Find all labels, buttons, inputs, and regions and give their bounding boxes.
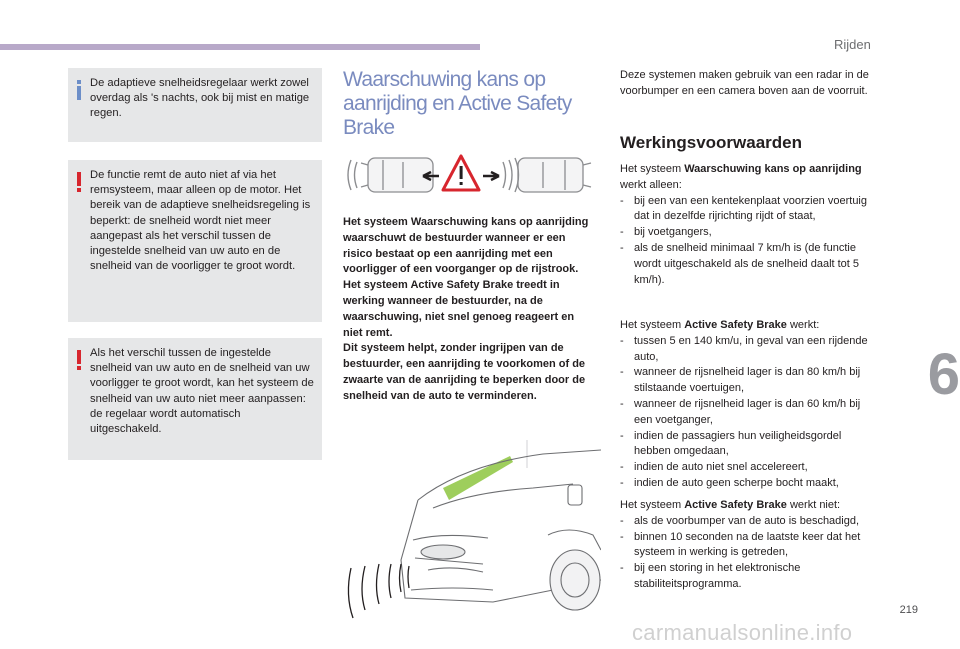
warning-note-box [68, 338, 322, 460]
list-item: - indien de auto niet snel accelereert, [620, 461, 808, 474]
intro-line-assist: Dit systeem helpt, zonder ingrijpen van de bestuurder, een aanrijding te voorkomen of de zwaarte van de aanrijding te beperken door de snelheid van de auto te verminderen. [343, 342, 586, 402]
warning-note-text: Als het verschil tussen de ingestelde snelheid van uw auto en de snelheid van uw voorligger te groot wordt, kan het systeem de snelheid van uw auto niet meer aanpassen: de regelaar wordt automatisch uitgeschakeld. [90, 347, 314, 436]
header-accent-bar [0, 44, 480, 50]
list-item: - tussen 5 en 140 km/u, in geval van een rijdende auto, [620, 334, 868, 363]
list-item: - als de voorbumper van de auto is beschadigd, [620, 514, 860, 527]
warning-note-text: De functie remt de auto niet af via het remsysteem, maar alleen op de motor. Het bereik van de adaptieve snelheidsregeling is beperkt: de snelheid wordt niet meer aangepast als het verschil tussen de ingestelde snelheid van uw auto en de snelheid van de voorligger te groot wordt. [90, 169, 311, 273]
block-intro: Het systeem Active Safety Brake werkt: [620, 319, 820, 331]
info-note-box [68, 68, 322, 142]
list-item: - bij voetgangers, [620, 226, 712, 239]
chapter-number: 6 [927, 342, 960, 407]
list-item: - wanneer de rijsnelheid lager is dan 80 km/h bij stilstaande voertuigen, [620, 366, 861, 395]
list-item: - indien de passagiers hun veiligheidsgordel hebben omgedaan, [620, 429, 842, 458]
van-body [401, 450, 601, 610]
van-front-radar-illustration [343, 440, 601, 620]
info-note-text: De adaptieve snelheidsregelaar werkt zowel overdag als 's nachts, ook bij mist en matige regen. [90, 77, 310, 120]
chapter-title: Rijden [834, 37, 871, 52]
collision-warning-illustration [343, 150, 601, 200]
list-item: - als de snelheid minimaal 7 km/h is (de functie wordt uitgeschakeld als de snelheid daalt tot 5 km/h). [620, 241, 860, 286]
block-intro: Het systeem Waarschuwing kans op aanrijding werkt alleen: [620, 163, 862, 191]
warning-note-box [68, 160, 322, 322]
warning-triangle-icon [443, 156, 479, 190]
list-item: - binnen 10 seconden na de laatste keer dat het systeem in werking is getreden, [620, 530, 861, 559]
list-item: - wanneer de rijsnelheid lager is dan 60 km/h bij een voetganger, [620, 397, 861, 426]
active-safety-brake-conditions [620, 318, 880, 492]
info-icon [77, 80, 82, 100]
list-item: - indien de auto geen scherpe bocht maakt, [620, 476, 839, 489]
operating-conditions-heading: Werkingsvoorwaarden [620, 133, 803, 152]
list-item: - bij een storing in het elektronische stabiliteitsprogramma. [620, 562, 801, 590]
section-title: Waarschuwing kans op aanrijding en Active Safety Brake [343, 68, 572, 139]
radar-waves-icon [348, 564, 409, 618]
intro-line-active-safety-brake: Het systeem Active Safety Brake treedt in werking wanneer de bestuurder, na de waarschuwing, niet snel genoeg reageert en niet remt. [343, 279, 575, 339]
block-intro: Het systeem Active Safety Brake werkt niet: [620, 499, 841, 511]
list-item: - bij een van een kentekenplaat voorzien voertuig dat in dezelfde rijrichting rijdt of staat, [620, 194, 867, 223]
front-car-icon [361, 158, 433, 192]
radar-camera-intro: Deze systemen maken gebruik van een radar in de voorbumper en een camera boven aan de voorruit. [620, 69, 869, 97]
watermark: carmanualsonline.info [632, 620, 853, 645]
active-safety-brake-exclusions [620, 498, 880, 593]
intro-line-collision-warning: Het systeem Waarschuwing kans op aanrijding waarschuwt de bestuurder wanneer er een risico bestaat op een aanrijding met een voorligger of een voorganger op de rijstrook. [343, 216, 589, 276]
rear-car-icon [518, 158, 591, 192]
collision-warning-conditions [620, 162, 880, 288]
page-number: 219 [899, 604, 918, 616]
intro-paragraph [343, 215, 596, 405]
